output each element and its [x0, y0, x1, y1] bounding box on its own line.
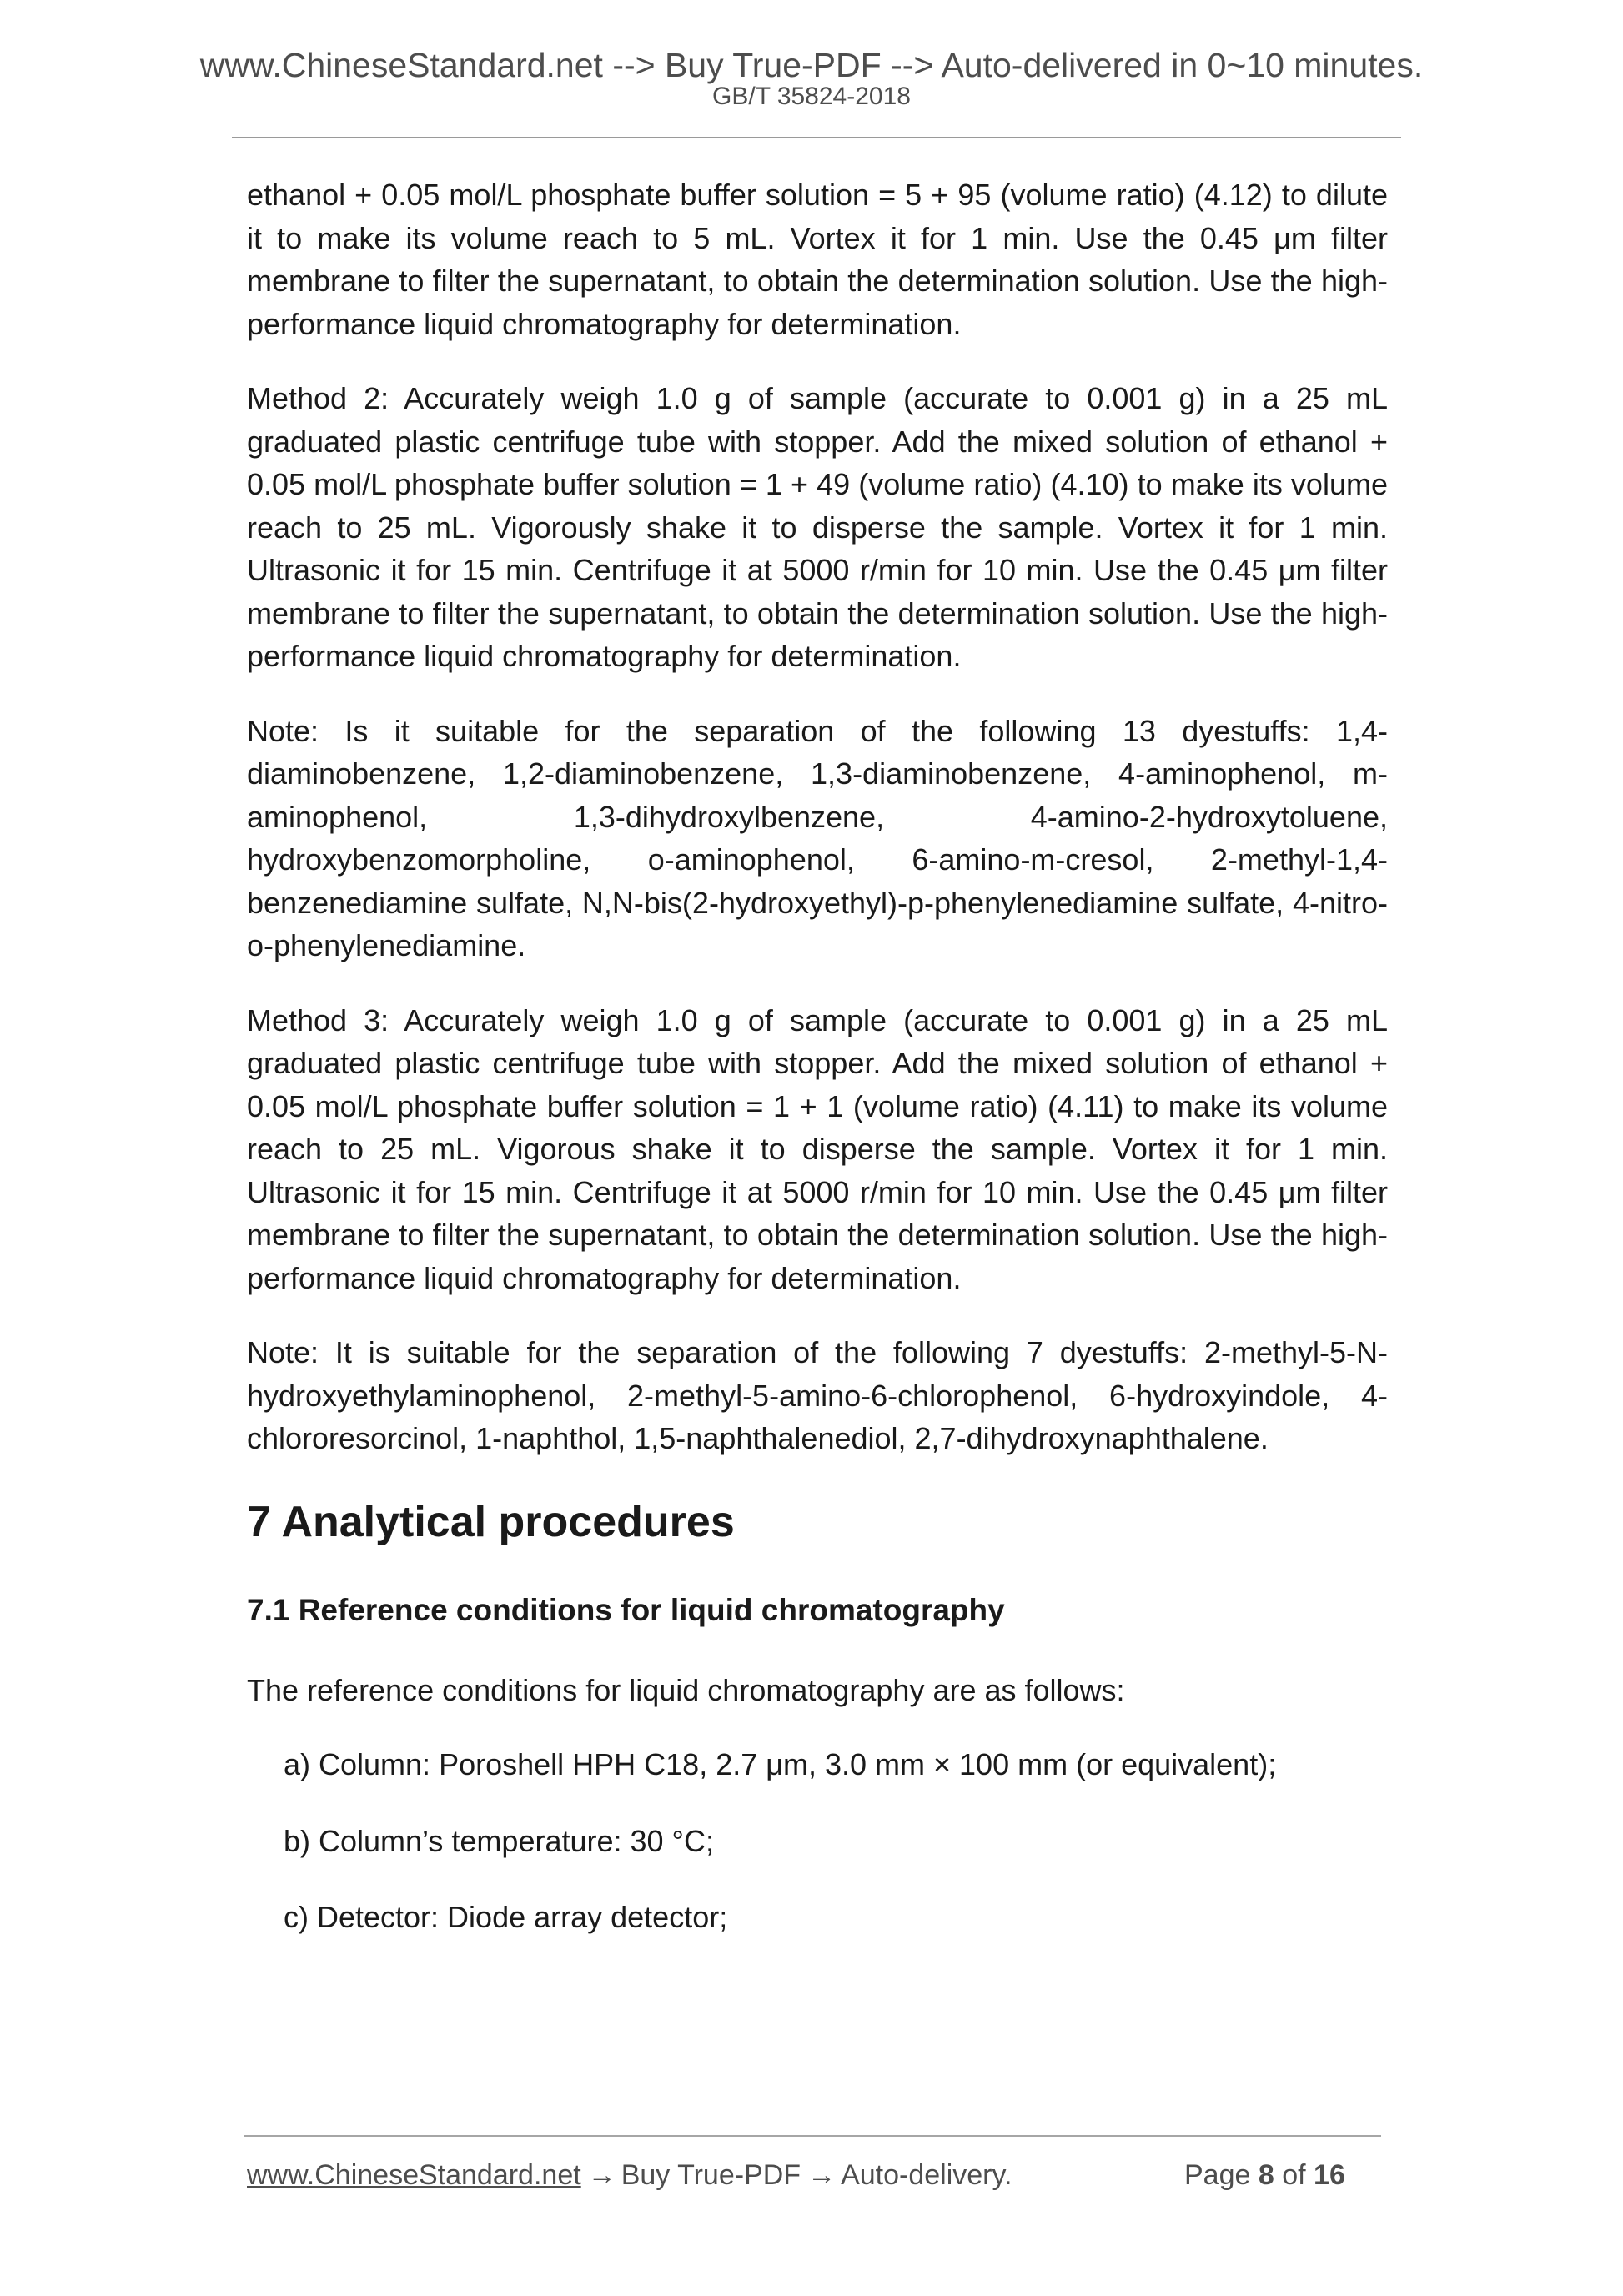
- paragraph-method-2: Method 2: Accurately weigh 1.0 g of sample (accurate to 0.001 g) in a 25 mL graduated plastic centrifuge tube with stopper. Add the mixed solution of ethanol + 0.05 mol/L phosphate buffer solution = 1 + 49 (volume ratio) (4.10) to make its volume reach to 25 mL. Vigorously shake it to disperse the sample. Vortex it for 1 min. Ultrasonic it for 15 min. Centrifuge it at 5000 r/min for 10 min. Use the 0.45 μm filter membrane to filter the supernatant, to obtain the determination solution. Use the high-performance liquid chromatography for determination.: [247, 381, 1388, 673]
- page-content: [247, 173, 1388, 1972]
- paragraph-method-3: Method 3: Accurately weigh 1.0 g of sample (accurate to 0.001 g) in a 25 mL graduated plastic centrifuge tube with stopper. Add the mixed solution of ethanol + 0.05 mol/L phosphate buffer solution = 1 + 1 (volume ratio) (4.11) to make its volume reach to 25 mL. Vigorous shake it to disperse the sample. Vortex it for 1 min. Ultrasonic it for 15 min. Centrifuge it at 5000 r/min for 10 min. Use the 0.45 μm filter membrane to filter the supernatant, to obtain the determination solution. Use the high-performance liquid chromatography for determination.: [247, 1002, 1388, 1295]
- standard-code: GB/T 35824-2018: [712, 83, 911, 110]
- footer-divider: [244, 2135, 1381, 2137]
- page-total: 16: [1314, 2159, 1345, 2191]
- site-banner: www.ChineseStandard.net --> Buy True-PDF --> Auto-delivered in 0~10 minutes.: [199, 46, 1424, 84]
- header-divider: [232, 137, 1401, 138]
- page-label: Page: [1184, 2159, 1251, 2191]
- list-item-column-temperature: b) Column’s temperature: 30 °C;: [284, 1823, 714, 1858]
- note-7-dyestuffs: Note: It is suitable for the separation of the following 7 dyestuffs: 2-methyl-5-N-hydroxyethylaminophenol, 2-methyl-5-amino-6-chlorophenol, 6-hydroxyindole, 4-chlororesorcinol, 1-naphthol, 1,5-naphthalenediol, 2,7-dihydroxynaphthalene.: [247, 1335, 1388, 1455]
- intro-paragraph: The reference conditions for liquid chromatography are as follows:: [247, 1672, 1125, 1707]
- list-item-detector: c) Detector: Diode array detector;: [284, 1900, 728, 1934]
- website-link[interactable]: www.ChineseStandard.net: [247, 2159, 581, 2191]
- of-label: of: [1282, 2159, 1306, 2191]
- auto-delivery-text: Auto-delivery.: [841, 2159, 1012, 2191]
- right-arrow-icon: →: [807, 2159, 837, 2191]
- footer-links: [247, 2157, 1012, 2193]
- list-item-column: a) Column: Poroshell HPH C18, 2.7 μm, 3.0 mm × 100 mm (or equivalent);: [284, 1747, 1277, 1781]
- buy-true-pdf-text: Buy True-PDF: [621, 2159, 801, 2191]
- note-13-dyestuffs: Note: Is it suitable for the separation of the following 13 dyestuffs: 1,4-diaminobenzene, 1,2-diaminobenzene, 1,3-diaminobenzene, 4-aminophenol, m-aminophenol, 1,3-dihydroxylbenzene, 4-amino-2-hydroxytoluene, hydroxybenzomorpholine, o-aminophenol, 6-amino-m-cresol, 2-methyl-1,4-benzenediamine sulfate, N,N-bis(2-hydroxyethyl)-p-phenylenediamine sulfate, 4-nitro-o-phenylenediamine.: [247, 713, 1388, 962]
- paragraph-method-1-continued: ethanol + 0.05 mol/L phosphate buffer solution = 5 + 95 (volume ratio) (4.12) to dilute it to make its volume reach to 5 mL. Vortex it for 1 min. Use the 0.45 μm filter membrane to filter the supernatant, to obtain the determination solution. Use the high-performance liquid chromatography for determination.: [247, 178, 1388, 341]
- right-arrow-icon: →: [587, 2159, 616, 2191]
- page-indicator: [1184, 2157, 1345, 2193]
- section-heading-7-1: 7.1 Reference conditions for liquid chromatography: [247, 1592, 1005, 1627]
- page-number: 8: [1258, 2159, 1274, 2191]
- section-heading-7: 7 Analytical procedures: [247, 1497, 735, 1546]
